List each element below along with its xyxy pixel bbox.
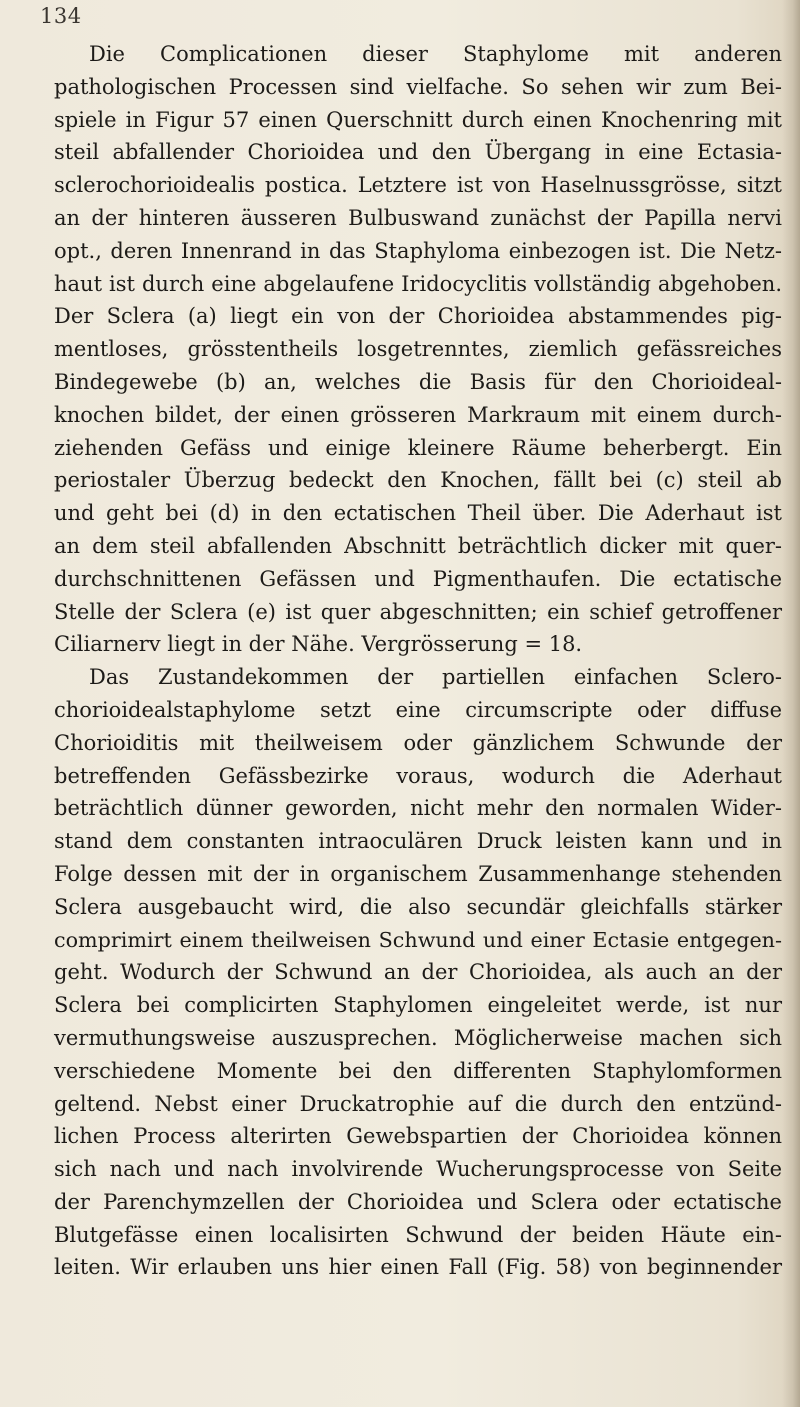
- text-line: Sclera bei complicirten Staphylomen eingeleitet werde, ist nur: [54, 993, 782, 1018]
- text-line: haut ist durch eine abgelaufene Iridocyclitis vollständig abgehoben.: [54, 271, 782, 296]
- text-line: steil abfallender Chorioidea und den Übergang in eine Ectasia-: [54, 140, 782, 165]
- text-line: Der Sclera (a) liegt ein von der Chorioidea abstammendes pig-: [54, 304, 782, 329]
- text-line: an der hinteren äusseren Bulbuswand zunächst der Papilla nervi: [54, 205, 782, 230]
- text-line: mentloses, grösstentheils losgetrenntes, ziemlich gefässreiches: [54, 337, 782, 362]
- text-line: Das Zustandekommen der partiellen einfachen Sclero-: [89, 665, 782, 690]
- text-line: sclerochorioidealis postica. Letztere ist von Haselnussgrösse, sitzt: [54, 173, 782, 198]
- text-line: opt., deren Innenrand in das Staphyloma einbezogen ist. Die Netz-: [54, 238, 782, 263]
- text-line: Sclera ausgebaucht wird, die also secundär gleichfalls stärker: [54, 894, 782, 919]
- text-line: geltend. Nebst einer Druckatrophie auf die durch den entzünd-: [54, 1091, 782, 1116]
- text-line: ziehenden Gefäss und einige kleinere Räume beherbergt. Ein: [54, 435, 782, 460]
- text-line: spiele in Figur 57 einen Querschnitt durch einen Knochenring mit: [54, 107, 782, 132]
- text-line: Die Complicationen dieser Staphylome mit anderen: [89, 42, 782, 66]
- text-line: durchschnittenen Gefässen und Pigmenthaufen. Die ectatische: [54, 566, 782, 591]
- text-line: betreffenden Gefässbezirke voraus, wodurch die Aderhaut: [54, 763, 782, 788]
- text-line: stand dem constanten intraoculären Druck leisten kann und in: [54, 829, 782, 854]
- text-line: Bindegewebe (b) an, welches die Basis für den Chorioideal-: [54, 369, 782, 394]
- text-line: lichen Process alterirten Gewebspartien der Chorioidea können: [54, 1124, 782, 1149]
- text-line: Blutgefässe einen localisirten Schwund der beiden Häute ein-: [54, 1222, 782, 1247]
- text-line: der Parenchymzellen der Chorioidea und Sclera oder ectatische: [54, 1189, 782, 1214]
- text-line: Ciliarnerv liegt in der Nähe. Vergrösserung = 18.: [54, 632, 583, 657]
- page-edge-shadow: [782, 0, 800, 1407]
- text-line: chorioidealstaphylome setzt eine circumscripte oder diffuse: [54, 697, 782, 722]
- text-line: beträchtlich dünner geworden, nicht mehr den normalen Wider-: [54, 796, 782, 821]
- text-line: leiten. Wir erlauben uns hier einen Fall (Fig. 58) von beginnender: [54, 1255, 782, 1280]
- body-text: [54, 38, 782, 1284]
- text-line: geht. Wodurch der Schwund an der Chorioidea, als auch an der: [54, 960, 782, 985]
- text-line: periostaler Überzug bedeckt den Knochen, fällt bei (c) steil ab: [54, 468, 782, 493]
- text-line: knochen bildet, der einen grösseren Markraum mit einem durch-: [54, 402, 782, 427]
- text-line: vermuthungsweise auszusprechen. Möglicherweise machen sich: [54, 1025, 782, 1050]
- text-line: Chorioiditis mit theilweisem oder gänzlichem Schwunde der: [54, 730, 782, 755]
- text-line: verschiedene Momente bei den differenten Staphylomformen: [54, 1058, 782, 1083]
- paragraph-2: [54, 661, 782, 1284]
- text-line: Stelle der Sclera (e) ist quer abgeschnitten; ein schief getroffener: [54, 599, 782, 624]
- text-line: Folge dessen mit der in organischem Zusammenhange stehenden: [54, 861, 782, 886]
- text-line: pathologischen Processen sind vielfache. So sehen wir zum Bei-: [54, 74, 782, 99]
- paragraph-1: [54, 38, 782, 661]
- text-line: und geht bei (d) in den ectatischen Theil über. Die Aderhaut ist: [54, 501, 782, 526]
- text-line: comprimirt einem theilweisen Schwund und einer Ectasie entgegen-: [54, 927, 782, 952]
- text-line: an dem steil abfallenden Abschnitt beträchtlich dicker mit quer-: [54, 533, 782, 558]
- page-number: 134: [40, 4, 82, 28]
- text-line: sich nach und nach involvirende Wucherungsprocesse von Seite: [54, 1157, 782, 1182]
